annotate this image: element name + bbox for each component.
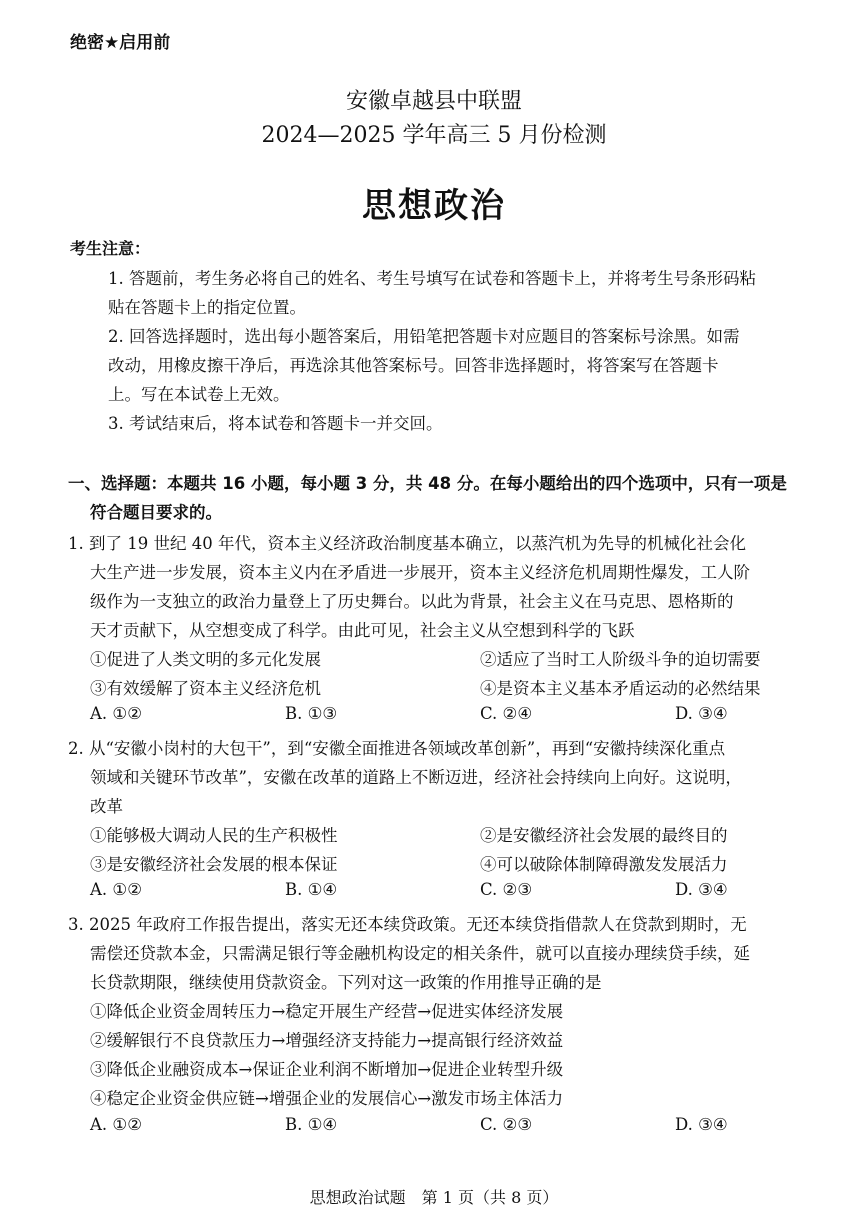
q1-stem-line-4: 天才贡献下，从空想变成了科学。由此可见，社会主义从空想到科学的飞跃: [90, 621, 635, 640]
q2-choice-b: B. ①④: [285, 880, 338, 899]
q2-choice-c: C. ②③: [480, 880, 533, 899]
q3-option-2: ②缓解银行不良贷款压力→增强经济支持能力→提高银行经济效益: [90, 1031, 564, 1050]
section-heading-line-2: 符合题目要求的。: [90, 503, 222, 522]
q2-option-1: ①能够极大调动人民的生产积极性: [90, 826, 338, 845]
q1-choice-b: B. ①③: [285, 704, 338, 723]
q3-stem-line-3: 长贷款期限，继续使用贷款资金。下列对这一政策的作用推导正确的是: [90, 973, 602, 992]
q2-stem-line-1: 2. 从“安徽小岗村的大包干”，到“安徽全面推进各领域改革创新”，再到“安徽持续深化重点: [68, 739, 726, 758]
q2-option-2: ②是安徽经济社会发展的最终目的: [480, 826, 728, 845]
q1-choice-a: A. ①②: [90, 704, 142, 723]
q1-choice-c: C. ②④: [480, 704, 533, 723]
notice-item-1-line-2: 贴在答题卡上的指定位置。: [108, 298, 306, 317]
q1-stem-line-1: 1. 到了 19 世纪 40 年代，资本主义经济政治制度基本确立，以蒸汽机为先导的机械化社会化: [68, 534, 746, 553]
q1-option-2: ②适应了当时工人阶级斗争的迫切需要: [480, 650, 761, 669]
q1-stem-line-3: 级作为一支独立的政治力量登上了历史舞台。以此为背景，社会主义在马克思、恩格斯的: [90, 592, 734, 611]
q3-option-4: ④稳定企业资金供应链→增强企业的发展信心→激发市场主体活力: [90, 1089, 564, 1108]
q2-choice-d: D. ③④: [675, 880, 728, 899]
q3-stem-line-2: 需偿还贷款本金，只需满足银行等金融机构设定的相关条件，就可以直接办理续贷手续，延: [90, 944, 750, 963]
q2-stem-line-3: 改革: [90, 797, 123, 816]
notice-item-2-line-1: 2. 回答选择题时，选出每小题答案后，用铅笔把答题卡对应题目的答案标号涂黑。如需: [108, 327, 740, 346]
q3-option-1: ①降低企业资金周转压力→稳定开展生产经营→促进实体经济发展: [90, 1002, 564, 1021]
q2-option-4: ④可以破除体制障碍激发发展活力: [480, 855, 728, 874]
q1-option-4: ④是资本主义基本矛盾运动的必然结果: [480, 679, 761, 698]
notice-item-2-line-3: 上。写在本试卷上无效。: [108, 385, 290, 404]
q3-option-3: ③降低企业融资成本→保证企业利润不断增加→促进企业转型升级: [90, 1060, 564, 1079]
q3-choice-a: A. ①②: [90, 1115, 142, 1134]
q2-choice-a: A. ①②: [90, 880, 142, 899]
q3-choice-c: C. ②③: [480, 1115, 533, 1134]
section-heading-line-1: 一、选择题：本题共 16 小题，每小题 3 分，共 48 分。在每小题给出的四个选项中，只有一项是: [68, 474, 787, 493]
q2-stem-line-2: 领域和关键环节改革”，安徽在改革的道路上不断迈进，经济社会持续向上向好。这说明，: [90, 768, 742, 787]
q1-option-3: ③有效缓解了资本主义经济危机: [90, 679, 321, 698]
q1-stem-line-2: 大生产进一步发展，资本主义内在矛盾进一步展开，资本主义经济危机周期性爆发，工人阶: [90, 563, 750, 582]
q2-option-3: ③是安徽经济社会发展的根本保证: [90, 855, 338, 874]
notice-item-2-line-2: 改动，用橡皮擦干净后，再选涂其他答案标号。回答非选择题时，将答案写在答题卡: [108, 356, 719, 375]
q3-choice-d: D. ③④: [675, 1115, 728, 1134]
page-footer: 思想政治试题 第 1 页（共 8 页）: [309, 1188, 559, 1207]
notice-item-1-line-1: 1. 答题前，考生务必将自己的姓名、考生号填写在试卷和答题卡上，并将考生号条形码粘: [108, 269, 756, 288]
subject-title: 思想政治: [362, 186, 506, 226]
q3-stem-line-1: 3. 2025 年政府工作报告提出，落实无还本续贷政策。无还本续贷指借款人在贷款到期时，无: [68, 915, 747, 934]
q3-choice-b: B. ①④: [285, 1115, 338, 1134]
notice-title: 考生注意：: [70, 239, 151, 258]
q1-choice-d: D. ③④: [675, 704, 728, 723]
exam-title: 2024—2025 学年高三 5 月份检测: [261, 123, 607, 148]
confidential-label: 绝密★启用前: [70, 33, 171, 53]
q1-option-1: ①促进了人类文明的多元化发展: [90, 650, 321, 669]
exam-organization: 安徽卓越县中联盟: [345, 89, 522, 114]
notice-item-3-line-1: 3. 考试结束后，将本试卷和答题卡一并交回。: [108, 414, 443, 433]
